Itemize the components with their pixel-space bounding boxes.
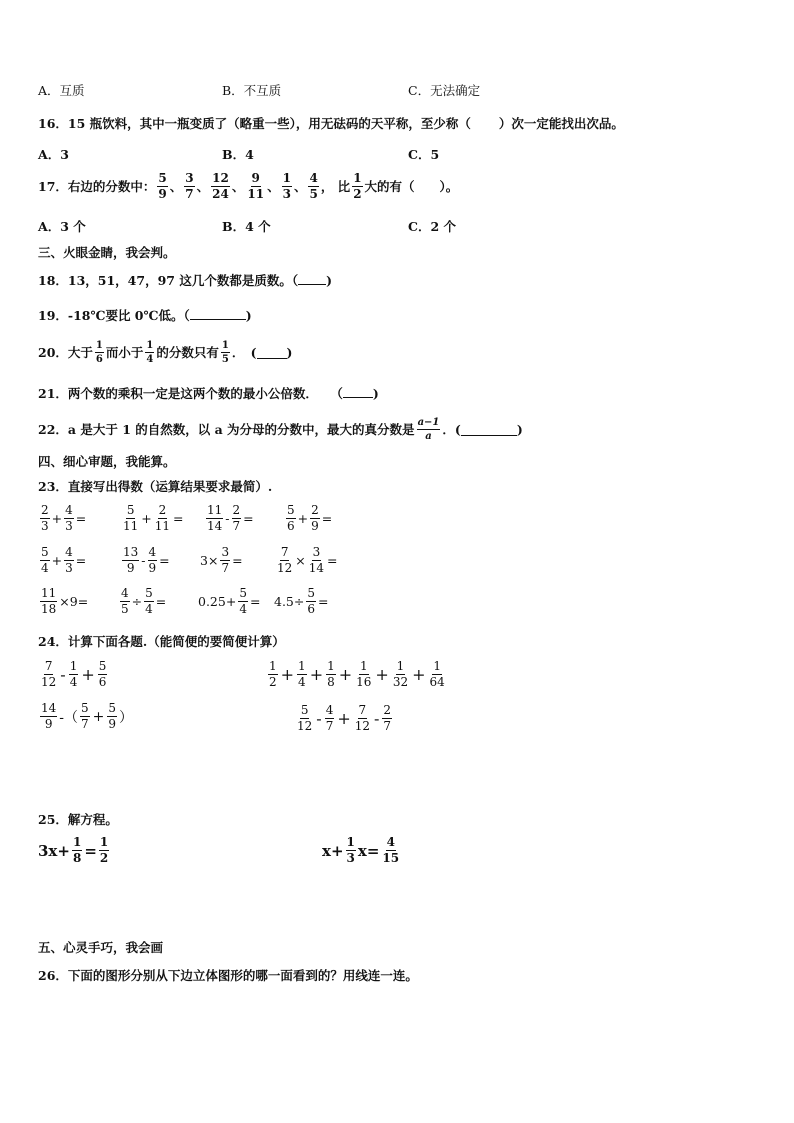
q26-question: 26．下面的图形分别从下边立体图形的哪一面看到的？用线连一连。	[38, 968, 418, 983]
q24-title: 24．计算下面各题.（能简便的要简便计算）	[38, 634, 285, 649]
q23-item: $\frac{5}{11}$ + $\frac{2}{11}$ =	[123, 503, 184, 533]
q17-fraction: $\frac{4}{5}$	[309, 171, 318, 201]
q17-ref-fraction: $\frac{1}{2}$	[353, 171, 362, 201]
q17-fraction: $\frac{5}{9}$	[158, 171, 167, 201]
q22-blank[interactable]	[461, 423, 517, 436]
q21-blank[interactable]	[343, 385, 373, 398]
q25-equation-1: 3x+ $\frac{1}{8}$ = $\frac{1}{2}$	[38, 835, 109, 865]
q23-title: 23．直接写出得数（运算结果要求最简）.	[38, 479, 273, 494]
q23-item: 0.25+ $\frac{5}{4}$ =	[198, 586, 261, 616]
q17-question: 17．右边的分数中： $\frac{5}{9}$ 、 $\frac{3}{7}$ 、 $\frac{12}{24}$ 、 $\frac{9}{11}$ 、 $\frac{1}{3}$ 、 $\frac{4}{5}$ ， 比 $\frac{1}{2}$ 大的有（ ）。	[38, 171, 459, 201]
q20-question: 20．大于 $\frac{1}{6}$ 而小于 $\frac{1}{4}$ 的分数只有 $\frac{1}{5}$ ． ( )	[38, 340, 293, 365]
q23-item: $\frac{11}{14}$ - $\frac{2}{7}$ =	[207, 503, 254, 533]
q17-option-c: C．2 个	[408, 219, 456, 234]
q24-expression-2: $\frac{1}{2}$ + $\frac{1}{4}$ + $\frac{1}{8}$ + $\frac{1}{16}$ + $\frac{1}{32}$ + $\frac{1}{64}$	[269, 659, 445, 689]
q17-fraction: $\frac{12}{24}$	[212, 171, 229, 201]
q15-option-a: A．互质	[38, 83, 85, 98]
q19-blank[interactable]	[190, 307, 246, 320]
q16-option-c: C．5	[408, 147, 440, 162]
q17-mid: ， 比	[320, 178, 351, 194]
q25-equation-2: x+ $\frac{1}{3}$ x= $\frac{4}{15}$	[322, 835, 400, 865]
q17-prefix: 17．右边的分数中：	[38, 178, 156, 194]
q15-option-c: C．无法确定	[408, 83, 481, 98]
q19-question: 19．-18℃要比 0℃低。（ )	[38, 308, 252, 323]
q17-fraction: $\frac{9}{11}$	[247, 171, 265, 201]
q17-option-a: A．3 个	[38, 219, 86, 234]
q24-expression-3: $\frac{14}{9}$ -（ $\frac{5}{7}$ + $\frac{5}{9}$ ）	[41, 701, 134, 731]
q23-item: 3× $\frac{3}{7}$ =	[200, 545, 243, 575]
q17-fraction: $\frac{3}{7}$	[185, 171, 194, 201]
q23-item: $\frac{4}{5}$ ÷ $\frac{5}{4}$ =	[121, 586, 167, 616]
q18-question: 18．13，51，47，97 这几个数都是质数。（ )	[38, 273, 332, 288]
q23-item: $\frac{11}{18}$ ×9=	[41, 586, 89, 616]
q20-blank[interactable]	[257, 346, 287, 359]
q23-item: $\frac{5}{4}$ + $\frac{4}{3}$ =	[41, 545, 87, 575]
q18-blank[interactable]	[298, 272, 326, 285]
q16-question	[38, 116, 624, 132]
q23-item: $\frac{7}{12}$ × $\frac{3}{14}$ =	[277, 545, 338, 575]
q22-question: 22．a 是大于 1 的自然数，以 a 为分母的分数中，最大的真分数是 $\frac{a-1}{a}$ ．( )	[38, 417, 523, 442]
q17-option-b: B．4 个	[222, 219, 271, 234]
q25-title: 25．解方程。	[38, 812, 118, 827]
q15-option-b: B．不互质	[222, 83, 282, 98]
section-5-heading: 五、心灵手巧，我会画	[38, 940, 164, 955]
q24-expression-1: $\frac{7}{12}$ - $\frac{1}{4}$ + $\frac{5}{6}$	[41, 659, 107, 689]
section-4-heading: 四、细心审题，我能算。	[38, 454, 176, 469]
q17-fraction: $\frac{1}{3}$	[282, 171, 291, 201]
q23-item: $\frac{2}{3}$ + $\frac{4}{3}$ =	[41, 503, 87, 533]
q16-text: 16．15 瓶饮料，其中一瓶变质了（略重一些），用无砝码的天平称，至少称（	[38, 116, 471, 131]
q24-expression-4: $\frac{5}{12}$ - $\frac{4}{7}$ + $\frac{7}{12}$ - $\frac{2}{7}$	[297, 703, 392, 733]
q16-option-b: B．4	[222, 147, 254, 162]
section-3-heading: 三、火眼金睛，我会判。	[38, 245, 176, 260]
q23-item: $\frac{5}{6}$ + $\frac{2}{9}$ =	[287, 503, 333, 533]
q17-tail: 大的有（ ）。	[364, 178, 459, 194]
q21-question: 21．两个数的乘积一定是这两个数的最小公倍数． （ )	[38, 386, 379, 401]
q16-tail: ）次一定能找出次品。	[498, 116, 624, 131]
q16-option-a: A．3	[38, 147, 69, 162]
q23-item: $\frac{13}{9}$ - $\frac{4}{9}$ =	[123, 545, 170, 575]
q23-item: 4.5÷ $\frac{5}{6}$ =	[274, 586, 329, 616]
